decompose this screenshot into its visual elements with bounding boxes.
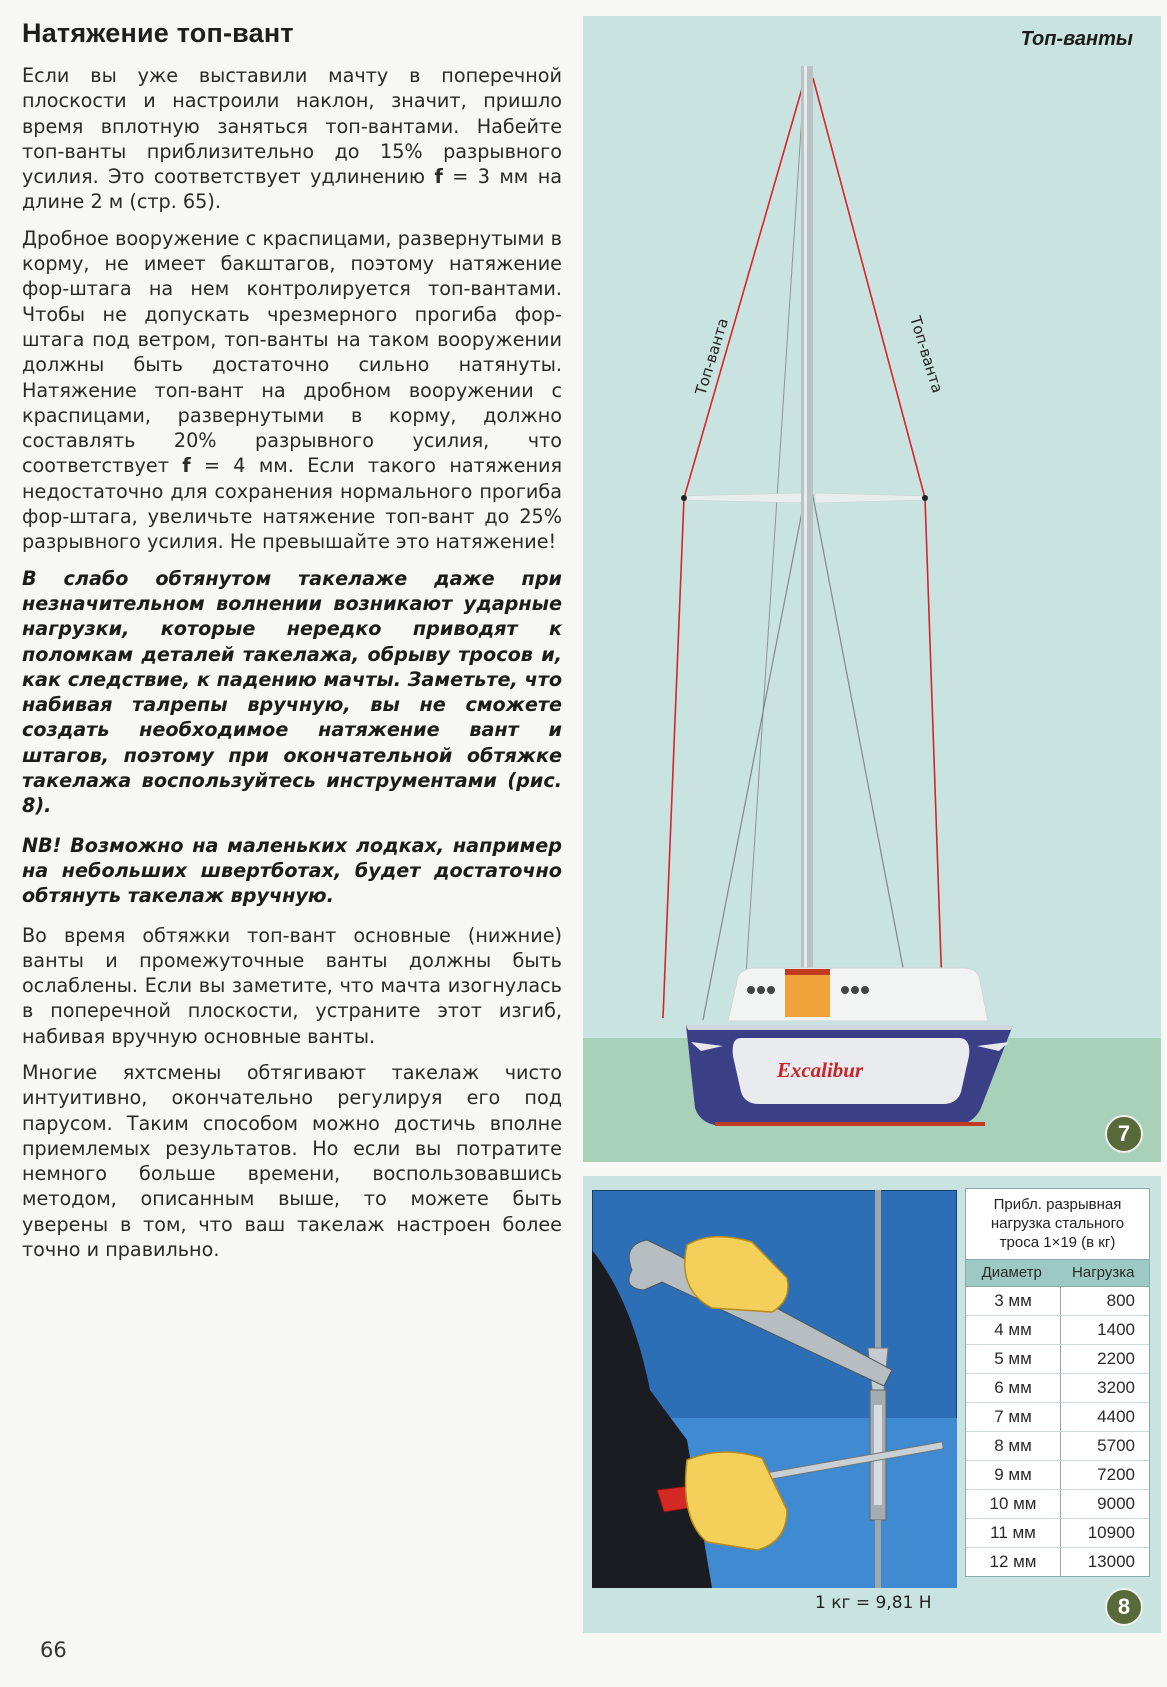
cell-load: 13000 (1087, 1552, 1135, 1571)
unit-caption: 1 кг = 9,81 Н (815, 1593, 932, 1613)
paragraph-2-text-b: = 4 мм. Если такого натяжения недостаточно для сохранения нормального прогиба фор-штага, увеличьте натяжение топ-вант до 25% разрывного усилия. Не превышайте это натяжение! (22, 454, 563, 554)
boat-name: Excalibur (776, 1058, 864, 1082)
label-top-shroud-left: Топ-ванта (691, 316, 733, 398)
waterline (715, 1122, 985, 1126)
figure-7-rig-diagram (583, 16, 1161, 1162)
figure-7-title: Топ-ванты (1020, 28, 1133, 50)
paragraph-1 (22, 63, 562, 215)
cell-load: 7200 (1097, 1465, 1135, 1484)
section-heading: Натяжение топ-вант (22, 18, 294, 48)
table-row (966, 1287, 1149, 1316)
table-header (966, 1260, 1149, 1287)
table-row (966, 1345, 1149, 1374)
paragraph-2-symbol: f (182, 454, 191, 478)
table-row (966, 1316, 1149, 1345)
top-shroud-left (663, 78, 805, 1018)
cabin-portholes-left (747, 986, 775, 994)
cabin (728, 968, 988, 1021)
cell-diameter: 4 мм (966, 1316, 1061, 1344)
spreader-tip-left (681, 495, 687, 501)
companionway (785, 972, 830, 1017)
table-title: Прибл. разрывная нагрузка стального троса 1×19 (в кг) (966, 1189, 1149, 1260)
intermediate-shroud-right (811, 486, 913, 1020)
paragraph-2 (22, 226, 562, 555)
header-load: Нагрузка (1072, 1264, 1135, 1281)
table-row (966, 1461, 1149, 1490)
cell-diameter: 11 мм (966, 1519, 1061, 1547)
figure-8-tensioning (583, 1176, 1161, 1633)
paragraph-6: Многие яхтсмены обтягивают такелаж чисто интуитивно, окончательно регулируя его под парусом. Таким способом можно достичь вполне приемлемых результатов. Но если вы потратите немного больше времени, воспользовавшись методом, описанным выше, то можете быть уверены в том, что ваш такелаж настроен более точно и правильно. (22, 1060, 562, 1262)
cell-load: 3200 (1097, 1378, 1135, 1397)
cell-load: 800 (1106, 1291, 1135, 1310)
warning-paragraph: В слабо обтянутом такелаже даже при незначительном волнении возникают ударные нагрузки, которые нередко приводят к поломкам деталей такелажа, обрыву тросов и, как следствие, к падению мачты. Заметьте, что набивая талрепы вручную, вы не сможете создать необходимое натяжение вант и штагов, поэтому при окончательной обтяжке такелажа воспользуйтесь инструментами (рис. 8). (22, 566, 562, 818)
paragraph-1-text-b: = 3 мм на длине 2 м (стр. 65). (22, 165, 562, 214)
cell-load: 10900 (1087, 1523, 1135, 1542)
table-row (966, 1490, 1149, 1519)
spreader-left (683, 493, 805, 503)
table-row (966, 1432, 1149, 1461)
cell-load: 2200 (1097, 1349, 1135, 1368)
label-top-shroud-right: Топ-ванта (906, 313, 947, 396)
cell-diameter: 8 мм (966, 1432, 1061, 1460)
cell-diameter: 9 мм (966, 1461, 1061, 1489)
table-row (966, 1403, 1149, 1432)
rig-illustration (583, 16, 1161, 1162)
figure-8-number-badge: 8 (1105, 1588, 1143, 1626)
figure-7-number-badge: 7 (1105, 1115, 1143, 1153)
turnbuckle-illustration (592, 1190, 957, 1588)
cabin-portholes-right (841, 986, 869, 994)
cell-diameter: 7 мм (966, 1403, 1061, 1431)
wire (875, 1190, 881, 1350)
cell-load: 9000 (1097, 1494, 1135, 1513)
cell-diameter: 3 мм (966, 1287, 1061, 1315)
spreader-tip-right (922, 495, 928, 501)
paragraph-1-text-a: Если вы уже выставили мачту в поперечной плоскости и настроили наклон, значит, пришло время вплотную заняться топ-вантами. Набейте топ-ванты приблизительно до 15% разрывного усилия. Это соответствует удлинению (22, 64, 562, 189)
cell-diameter: 5 мм (966, 1345, 1061, 1373)
cell-load: 1400 (1097, 1320, 1135, 1339)
paragraph-5: Во время обтяжки топ-вант основные (нижние) ванты и промежуточные ванты должны быть ослаблены. Если вы заметите, что мачта изогнулась в поперечной плоскости, устраните этот изгиб, набивая вручную основные ванты. (22, 923, 562, 1048)
table-row (966, 1548, 1149, 1576)
nb-note: NB! Возможно на маленьких лодках, например на небольших швертботах, будет достаточно обтянуть такелаж вручную. (22, 833, 562, 908)
page-number: 66 (40, 1638, 67, 1662)
cell-load: 5700 (1097, 1436, 1135, 1455)
paragraph-1-symbol: f (434, 165, 443, 189)
table-row (966, 1519, 1149, 1548)
paragraph-2-text-a: Дробное вооружение с краспицами, развернутыми в корму, не имеет бакштагов, поэтому натяжение фор-штага на нем контролируется топ-вантами. Чтобы не допускать чрезмерного прогиба фор-штага под ветром, топ-ванты на таком вооружении должны быть достаточно сильно натянуты. Натяжение топ-вант на дробном вооружении с краспицами, развернутыми в корму, должно составлять 20% разрывного усилия, что соответствует (22, 226, 562, 478)
cell-diameter: 12 мм (966, 1548, 1061, 1576)
text-column (22, 18, 562, 1273)
cell-diameter: 6 мм (966, 1374, 1061, 1402)
table-row (966, 1374, 1149, 1403)
breaking-load-table (965, 1188, 1150, 1577)
cell-load: 4400 (1097, 1407, 1135, 1426)
spreader-right (815, 493, 925, 503)
intermediate-shroud-left (703, 486, 807, 1020)
top-shroud-right (813, 78, 943, 1018)
header-diameter: Диаметр (981, 1264, 1042, 1281)
cell-diameter: 10 мм (966, 1490, 1061, 1518)
